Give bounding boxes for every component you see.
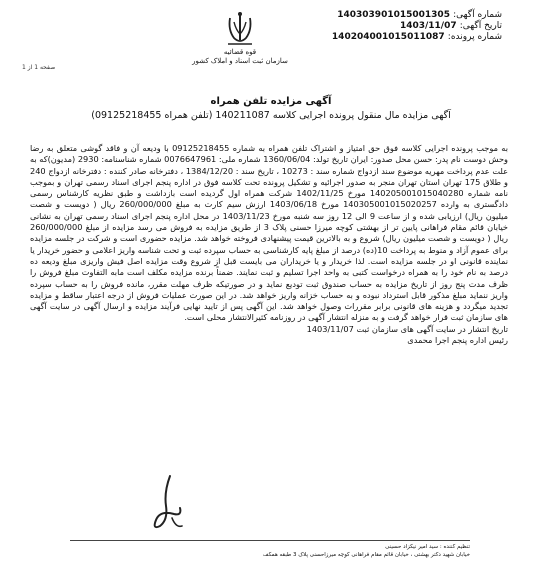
publish-line: تاریخ انتشار در سایت آگهی های سازمان ثبت 1403/11/07 [306, 323, 508, 334]
footer-preparer: تنظیم کننده : سید امیر نیکزاد حسینی [385, 544, 470, 550]
case-number-label: شماره پرونده: [447, 32, 502, 42]
notice-subtitle: آگهی مزایده مال منقول پرونده اجرایی کلاسه 140211087 (تلفن همراه 09125218455) [91, 110, 451, 121]
ad-number-label: شماره آگهی: [453, 10, 502, 20]
emblem-icon [222, 10, 258, 48]
ad-date-label: تاریخ آگهی: [459, 21, 502, 31]
page-number: صفحه 1 از 1 [22, 64, 56, 71]
notice-body [30, 143, 508, 346]
org-name: سازمان ثبت اسناد و املاک کشور [192, 57, 288, 65]
notice-title: آگهی مزایده تلفن همراه [210, 96, 332, 107]
judiciary-emblem [180, 10, 300, 82]
ad-date: 1403/11/07 [399, 21, 457, 31]
emblem-title: قوه قضائیه [223, 48, 257, 56]
ad-number: 140303901015001305 [337, 10, 450, 20]
signature-icon [130, 470, 210, 540]
footer-address: خیابان شهید دکتر بهشتی ، خیابان قائم مقام فراهانی کوچه میرزاحسنی پلاک 3 طبقه همکف [262, 552, 470, 558]
notice-paragraph: به موجب پرونده اجرایی کلاسه فوق حق امتیاز و اشتراک تلفن همراه به شماره 09125218455 با ودیعه آن و فاقد گوشی متعلق به رضا وحش دوست نام پدر: حسن محل صدور: ایران تاریخ تولد: 1360/06/04 شماره ملی: 0076647961 شماره شناسنامه: 2930 (مدیون)که به علت عدم پرداخت مهریه موضوع سند ازدواج شماره سند : 10273 ، تاریخ سند : 1384/12/20 ، دفترخانه صادر کننده : دفترخانه ازدواج 240 و طلاق 175 تهران استان تهران منجر به صدور اجرائیه و تشکیل پرونده تحت کلاسه فوق در اداره پنجم اجرای اسناد رسمی تهران و بموجب نامه شماره 140205001015040280 مورخ 1402/11/25 شرکت همراه اول گردیده است بازداشت و طبق نظریه کارشناس رسمی دادگستری به وارده 140305001015020257 مورخ 1403/06/18 ارزش سیم کارت به مبلغ 260/000/000 ریال ( دویست و شصت میلیون ریال) ارزیابی شده و از ساعت 9 الی 12 روز سه شنبه مورخ 1403/11/23 در محل اداره پنجم اجرای اسناد رسمی تهران به نشانی خیابان قائم مقام فراهانی پایین تر از بهشتی کوچه میرزا حسنی پلاک 3 از طریق مزایده به فروش می رسد مزایده از مبلغ 260/000/000 ریال ( دویست و شصت میلیون ریال) شروع و به بالاترین قیمت پیشنهادی فروخته خواهد شد. مزایده حضوری است و شرکت در جلسه مزایده برای عموم آزاد و منوط به پرداخت 10(ده) درصد از مبلغ پایه کارشناسی به حساب سپرده ثبت و تحت شناسه واریز اعلامی و حضور خریدار یا نماینده قانونی او در جلسه مزایده است. لذا خریدار و یا خریداران می بایست قبل از شروع وقت مزایده اصل فیش واریزی مبلغ ودیعه ده درصد به نام خود را به همراه درخواست کتبی به واحد اجرا تسلیم و ثبت نمایند. ضمناً برنده مزایده مکلف است مابه التفاوت مبلغ فروش را ظرف مدت پنج روز از تاریخ مزایده به حساب صندوق ثبت تودیع نماید و در صورتیکه ظرف مهلت مقرر، مانده فروش را به حساب سپرده واریز ننماید مبلغ مذکور قابل استرداد نبوده و به حساب خزانه واریز خواهد شد. در این صورت عملیات فروش از درجه اعتبار ساقط و مزایده تجدید میگردد و هزینه های قانونی برابر مقررات وصول خواهد شد. این آگهی پس از تایید نهایی فرآیند مزایده و ارسال آگهی در سایت آگهی های سازمان ثبت قرار خواهد گرفت و به منزله انتشار آگهی در روزنامه کثیرالانتشار محلی است. [30, 143, 509, 323]
footer-divider [70, 540, 470, 541]
case-number: 140204001015011087 [331, 32, 445, 42]
document-footer [70, 540, 470, 559]
signer-line: رئیس اداره پنجم اجرا محمدی [407, 335, 508, 346]
